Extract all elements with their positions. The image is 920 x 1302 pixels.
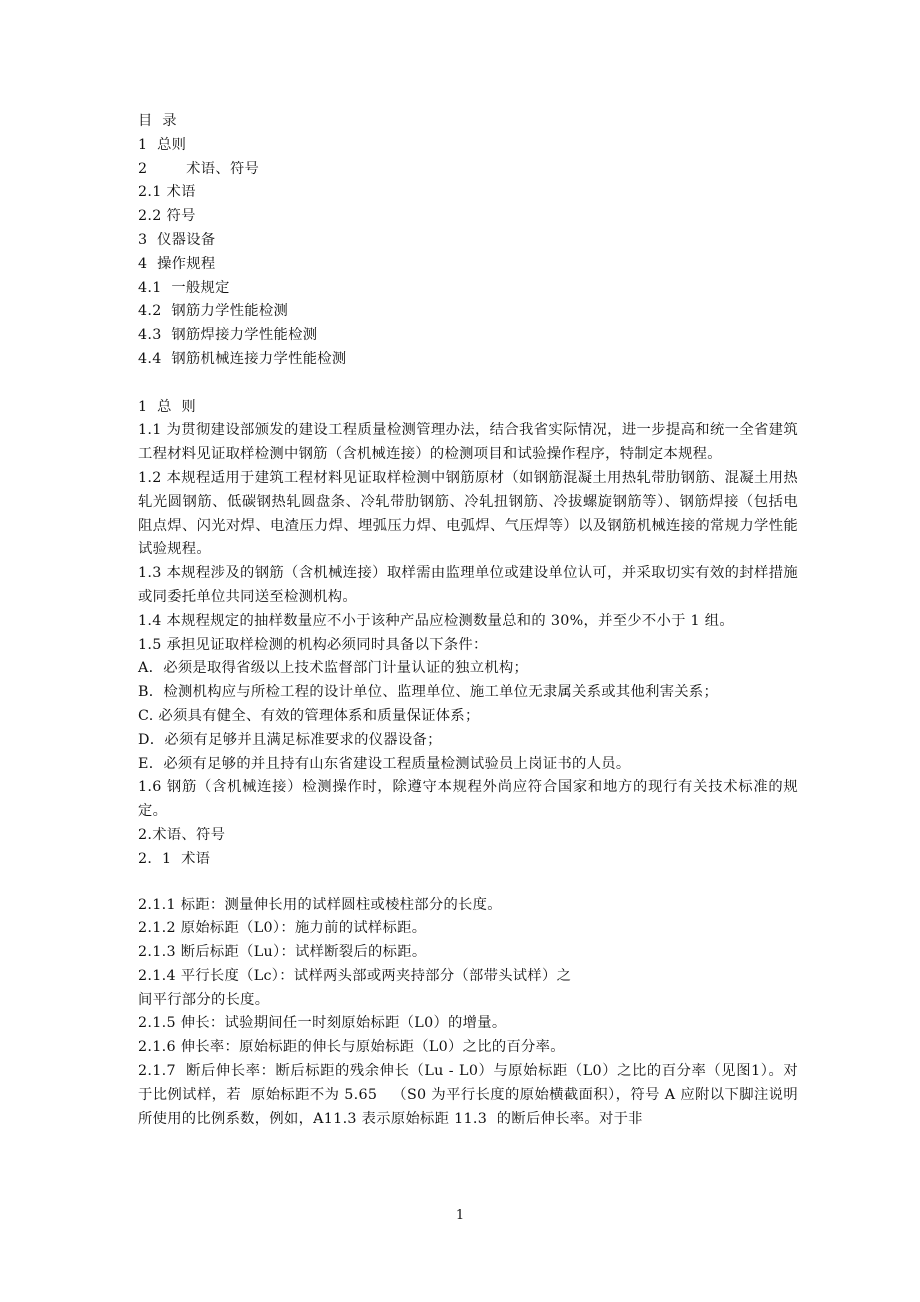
document-body xyxy=(138,110,798,1131)
condition-item: C. 必须具有健全、有效的管理体系和质量保证体系； xyxy=(138,707,480,724)
paragraph-1-2: 1.2 本规程适用于建筑工程材料见证取样检测中钢筋原材（如钢筋混凝土用热轧带肋钢筋、混凝土用热轧光圆钢筋、低碳钢热轧圆盘条、冷轧带肋钢筋、冷轧扭钢筋、冷拔螺旋钢筋等）、钢筋焊接（包括电阻点焊、闪光对焊、电渣压力焊、埋弧压力焊、电弧焊、气压焊等）以及钢筋机械连接的常规力学性能试验规程。 xyxy=(138,469,798,558)
toc-item: 4.2 钢筋力学性能检测 xyxy=(138,303,289,320)
definition-2-1-1: 2.1.1 标距：测量伸长用的试样圆柱或棱柱部分的长度。 xyxy=(138,896,502,913)
toc-item: 3 仪器设备 xyxy=(138,231,216,248)
paragraph-1-4: 1.4 本规程规定的抽样数量应不小于该种产品应检测数量总和的 30%，并至少不小于 1 组。 xyxy=(138,612,734,629)
toc-item: 1 总则 xyxy=(138,136,187,153)
definition-2-1-3: 2.1.3 断后标距（Lu）：试样断裂后的标距。 xyxy=(138,944,427,961)
section-heading: 1 总 则 xyxy=(138,398,196,415)
paragraph-1-5: 1.5 承担见证取样检测的机构必须同时具备以下条件： xyxy=(138,636,488,653)
toc-item: 4 操作规程 xyxy=(138,255,216,272)
definition-2-1-5: 2.1.5 伸长：试验期间任一时刻原始标距（L0）的增量。 xyxy=(138,1015,507,1032)
definition-2-1-2: 2.1.2 原始标距（L0）：施力前的试样标距。 xyxy=(138,920,427,937)
section-heading: 2.术语、符号 xyxy=(138,826,226,843)
spacer xyxy=(138,372,798,396)
paragraph-1-1: 1.1 为贯彻建设部颁发的建设工程质量检测管理办法，结合我省实际情况，进一步提高和统一全省建筑工程材料见证取样检测中钢筋（含机械连接）的检测项目和试验操作程序，特制定本规程。 xyxy=(138,422,798,463)
condition-item: D．必须有足够并且满足标准要求的仪器设备； xyxy=(138,731,442,748)
condition-item: A．必须是取得省级以上技术监督部门计量认证的独立机构； xyxy=(138,660,529,677)
definition-2-1-7: 2.1.7 断后伸长率：断后标距的残余伸长（Lu - L0）与原始标距（L0）之比的百分率（见图1）。对于比例试样，若 原始标距不为 5.65 （S0 为平行长度的原始横截面积），符号 A 应附以下脚注说明所使用的比例系数，例如，A11.3 表示原始标距 11.3 的断后伸长率。对于非 xyxy=(138,1063,798,1127)
toc-item: 2.1 术语 xyxy=(138,184,196,201)
toc-item: 2 术语、符号 xyxy=(138,160,260,177)
subsection-heading: 2．1 术语 xyxy=(138,850,211,867)
toc-item: 4.4 钢筋机械连接力学性能检测 xyxy=(138,350,347,367)
toc-item: 4.1 一般规定 xyxy=(138,279,230,296)
toc-title: 目 录 xyxy=(138,113,177,129)
paragraph-1-3: 1.3 本规程涉及的钢筋（含机械连接）取样需由监理单位或建设单位认可，并采取切实有效的封样措施或同委托单位共同送至检测机构。 xyxy=(138,565,798,605)
page-number: 1 xyxy=(455,1208,465,1223)
definition-2-1-6: 2.1.6 伸长率：原始标距的伸长与原始标距（L0）之比的百分率。 xyxy=(138,1039,565,1056)
paragraph-1-6: 1.6 钢筋（含机械连接）检测操作时，除遵守本规程外尚应符合国家和地方的现行有关技术标准的规定。 xyxy=(138,779,798,820)
toc-item: 4.3 钢筋焊接力学性能检测 xyxy=(138,327,318,344)
definition-2-1-4-cont: 间平行部分的长度。 xyxy=(138,991,270,1008)
condition-item: E．必须有足够的并且持有山东省建设工程质量检测试验员上岗证书的人员。 xyxy=(138,755,631,772)
toc-item: 2.2 符号 xyxy=(138,208,196,225)
condition-item: B．检测机构应与所检工程的设计单位、监理单位、施工单位无隶属关系或其他利害关系； xyxy=(138,684,719,701)
spacer xyxy=(138,872,798,894)
definition-2-1-4: 2.1.4 平行长度（Lc）：试样两头部或两夹持部分（部带头试样）之 xyxy=(138,967,572,984)
